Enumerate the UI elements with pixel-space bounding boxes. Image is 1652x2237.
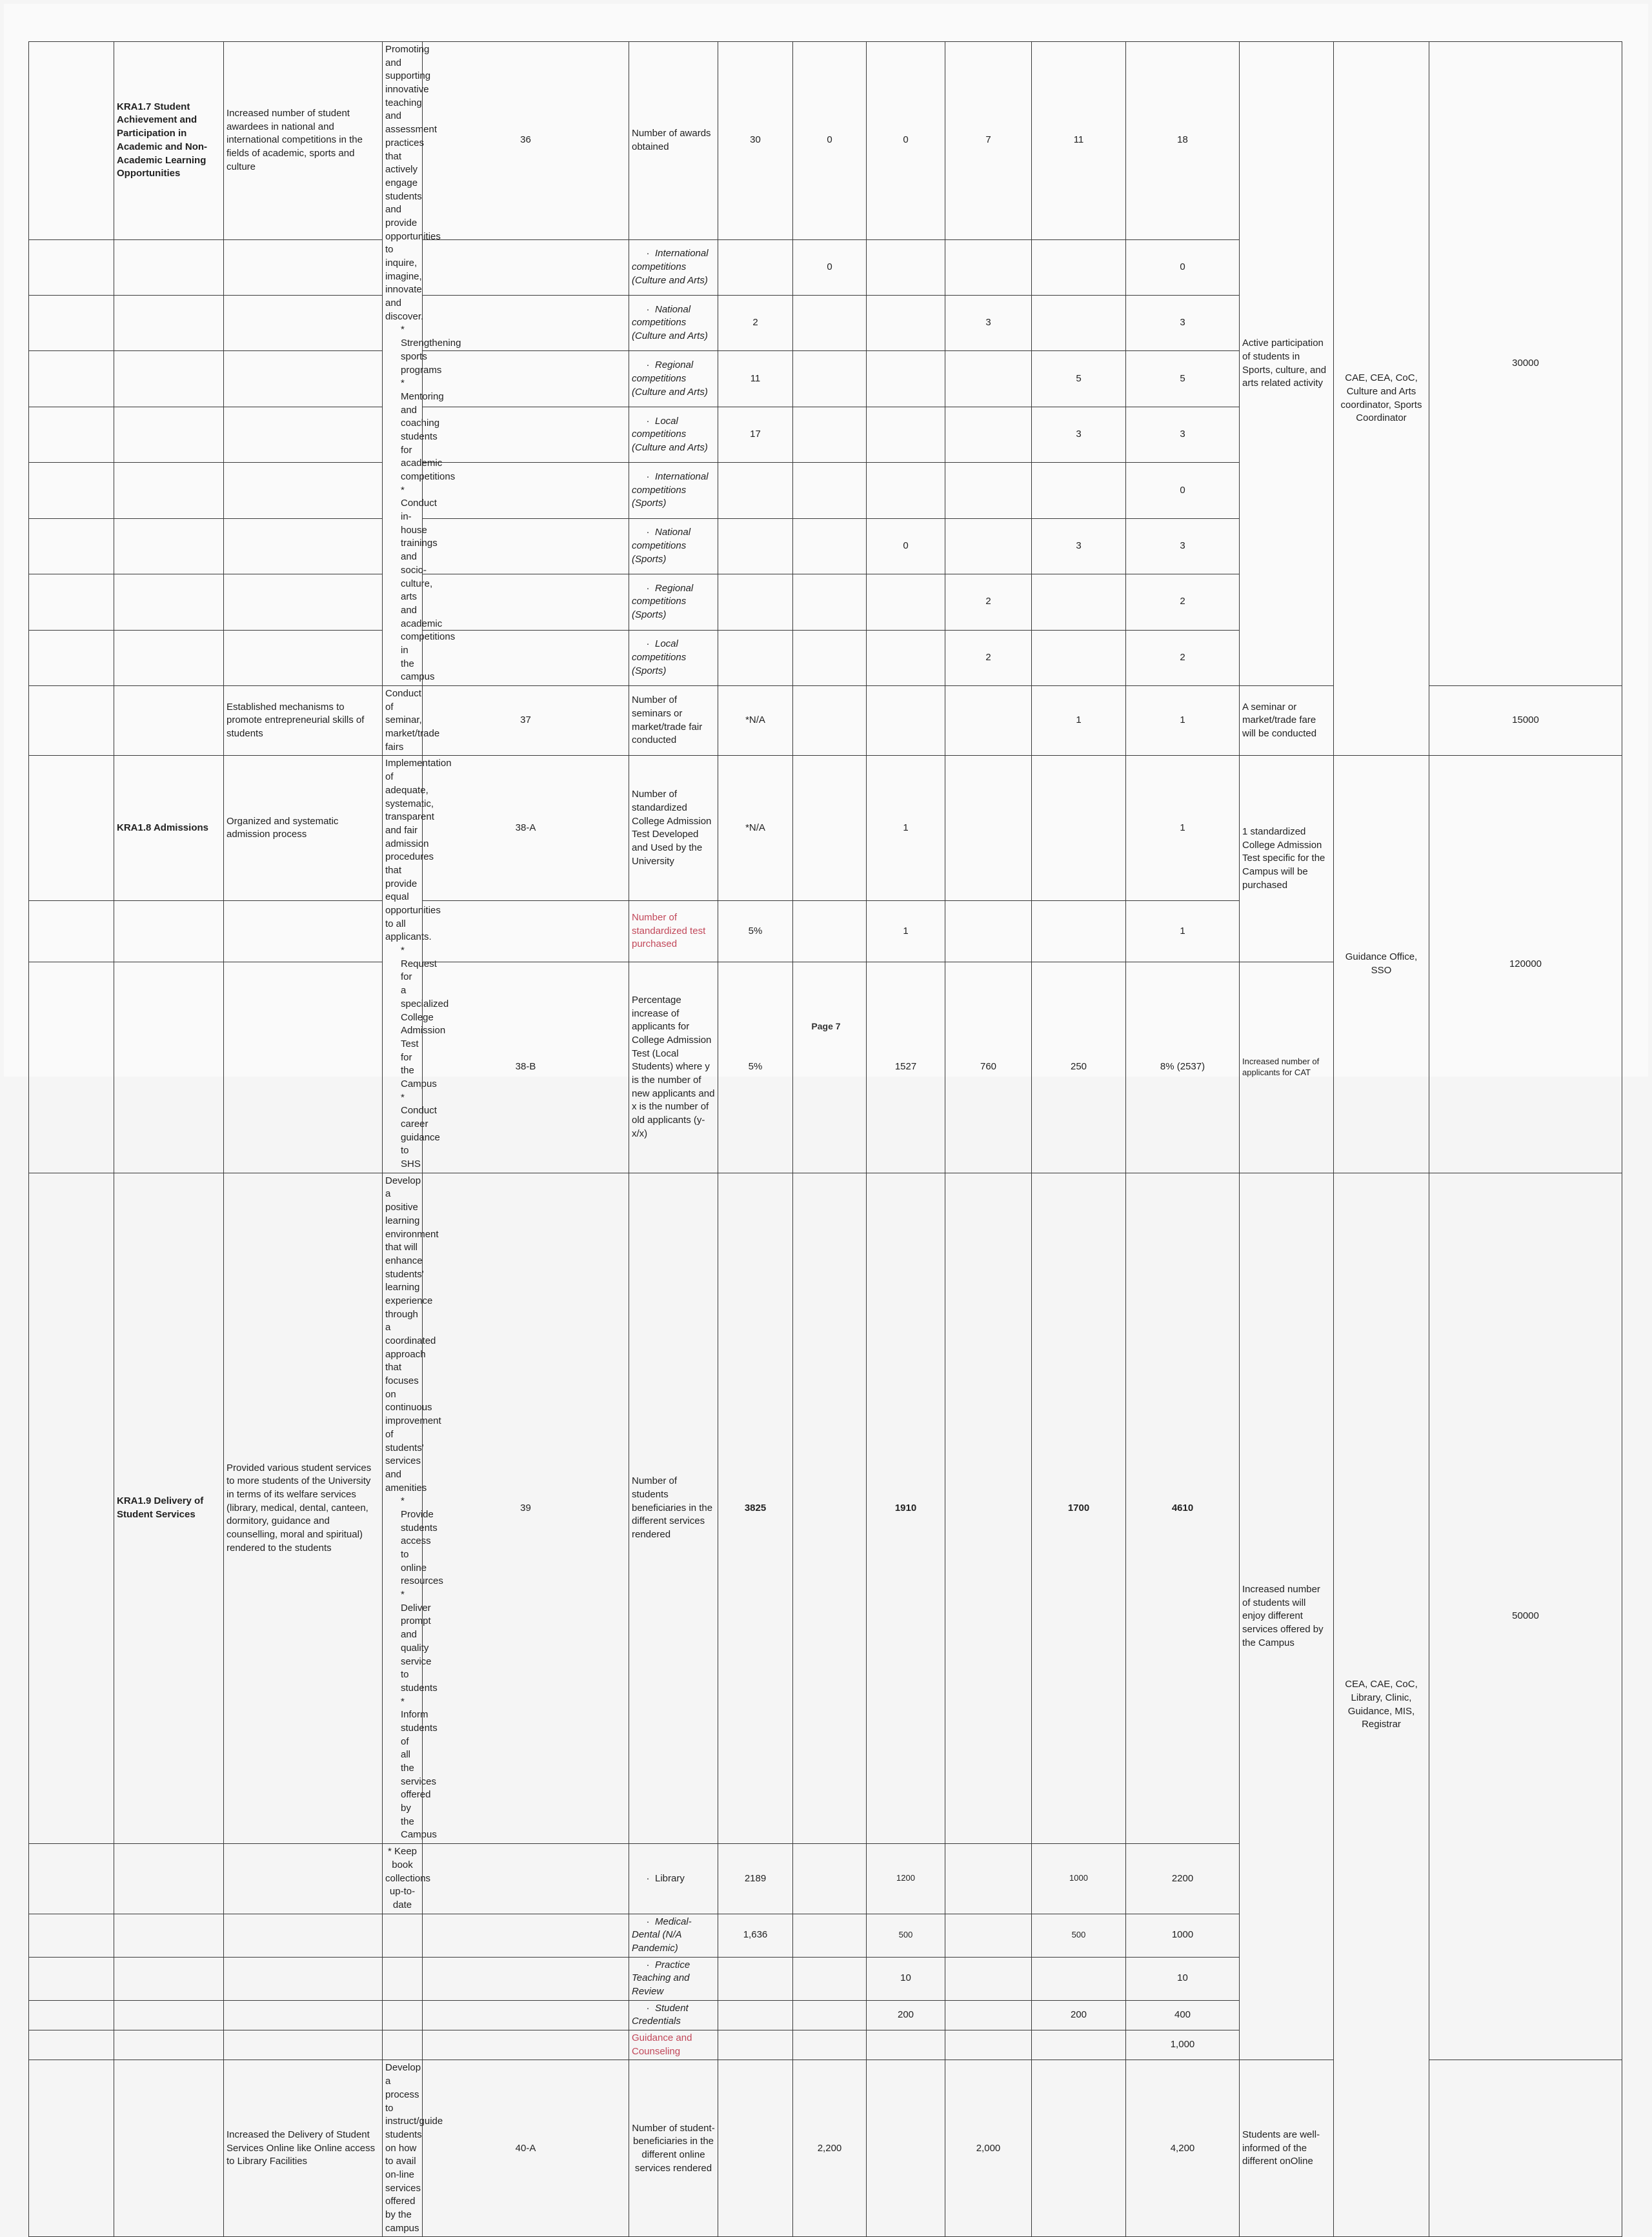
blank-cell [114,463,224,518]
indicator-cell: · Local competitions (Sports) [629,630,718,685]
blank-cell [718,239,793,295]
blank-cell [423,574,629,630]
blank-cell [29,239,114,295]
blank-cell [29,1173,114,1843]
remarks-cell: Increased number of students will enjoy different services offered by the Campus [1240,1173,1334,2060]
q3-cell: 2 [945,574,1032,630]
table-row [29,756,1622,901]
q4-cell: 200 [1032,2000,1126,2030]
blank-cell [224,1844,383,1914]
indicator-cell: · Regional competitions (Sports) [629,574,718,630]
blank-cell [945,1914,1032,1957]
blank-cell [945,1173,1032,1843]
indicator-number: 39 [423,1173,629,1843]
blank-cell [1032,630,1126,685]
q2-cell: 0 [867,518,945,574]
blank-cell [224,1957,383,2000]
blank-cell [793,901,867,962]
blank-cell [793,296,867,351]
blank-cell [867,686,945,756]
blank-cell [114,407,224,462]
strategy-bullet: * Request for a specialized College Admission Test for the Campus [401,945,449,1089]
baseline-cell: 3825 [718,1173,793,1843]
indicator-cell: · National competitions (Sports) [629,518,718,574]
blank-cell [945,407,1032,462]
strategy-bullet: * Conduct career guidance to SHS [401,1091,440,1170]
blank-cell [945,351,1032,407]
blank-cell [114,574,224,630]
baseline-cell: 5% [718,962,793,1173]
baseline-cell: 17 [718,407,793,462]
blank-cell [945,239,1032,295]
blank-cell [793,518,867,574]
blank-cell [224,574,383,630]
blank-cell [29,574,114,630]
baseline-cell: 1,636 [718,1914,793,1957]
table-row [29,1173,1622,1843]
indicator-cell: Number of seminars or market/trade fair conducted [629,686,718,756]
total-cell: 0 [1126,239,1240,295]
baseline-cell: 5% [718,901,793,962]
blank-cell [224,463,383,518]
strategy-cell [383,756,452,1173]
blank-cell [945,463,1032,518]
baseline-cell: 2 [718,296,793,351]
blank-cell [29,686,114,756]
office-cell: CEA, CAE, CoC, Library, Clinic, Guidance, MIS, Registrar [1334,1173,1429,2237]
q2-cell: 1910 [867,1173,945,1843]
indicator-cell: · Student Credentials [629,2000,718,2030]
blank-cell [867,630,945,685]
blank-cell [383,1957,423,2000]
remarks-cell: Increased number of applicants for CAT [1240,962,1334,1173]
q4-cell: 11 [1032,42,1126,240]
indicator-cell: Number of students beneficiaries in the different services rendered [629,1173,718,1843]
q3-cell: 3 [945,296,1032,351]
budget-cell: 50000 [1429,1173,1622,2060]
blank-cell [945,2000,1032,2030]
blank-cell [945,518,1032,574]
blank-cell [945,2030,1032,2060]
blank-cell [867,351,945,407]
blank-cell [224,901,383,962]
blank-cell [1032,2030,1126,2060]
strategy-text: Promoting and supporting innovative teaching and assessment practices that actively engage students and provide opportunities to inquire, imagine, innovate and discover. [385,44,441,322]
strategy-bullet: * Strengthening sports programs [401,324,461,376]
blank-cell [29,962,114,1173]
blank-cell [29,407,114,462]
indicator-cell: Guidance and Counseling [629,2030,718,2060]
blank-cell [793,2000,867,2030]
blank-cell [793,463,867,518]
blank-cell [114,1957,224,2000]
blank-cell [114,296,224,351]
blank-cell [1032,2060,1126,2237]
q4-cell: 3 [1032,407,1126,462]
outcome-cell: Organized and systematic admission process [224,756,383,901]
blank-cell [793,686,867,756]
q4-cell: 3 [1032,518,1126,574]
blank-cell [423,1957,629,2000]
blank-cell [793,1844,867,1914]
blank-cell [423,407,629,462]
blank-cell [224,407,383,462]
remarks-cell: 1 standardized College Admission Test specific for the Campus will be purchased [1240,756,1334,962]
strategy-cell: Develop a process to instruct/guide students on how to avail on-line services offered by the campus [383,2060,423,2237]
blank-cell [1032,463,1126,518]
blank-cell [793,351,867,407]
blank-cell [718,1957,793,2000]
blank-cell [718,463,793,518]
q3-cell: 760 [945,962,1032,1173]
blank-cell [793,962,867,1173]
blank-cell [423,239,629,295]
blank-cell [793,630,867,685]
strategy-bullet: * Inform students of all the services offered by the Campus [401,1695,438,1841]
budget-cell: 120000 [1429,756,1622,1173]
indicator-cell: Number of standardized College Admission Test Developed and Used by the University [629,756,718,901]
blank-cell [114,239,224,295]
blank-cell [867,463,945,518]
indicator-cell: · International competitions (Sports) [629,463,718,518]
blank-cell [29,2030,114,2060]
q1-cell: 0 [793,239,867,295]
baseline-cell: 30 [718,42,793,240]
blank-cell [114,2060,224,2237]
outcome-cell: Increased number of student awardees in national and international competitions in the fields of academic, sports and culture [224,42,383,240]
q2-cell: 1 [867,901,945,962]
total-cell: 4,200 [1126,2060,1240,2237]
budget-cell [1429,2060,1622,2237]
q2-cell: 1200 [867,1844,945,1914]
total-cell: 3 [1126,518,1240,574]
indicator-cell: · Practice Teaching and Review [629,1957,718,2000]
office-cell: CAE, CEA, CoC, Culture and Arts coordinator, Sports Coordinator [1334,42,1429,756]
blank-cell [224,296,383,351]
blank-cell [114,962,224,1173]
total-cell: 400 [1126,2000,1240,2030]
blank-cell [114,2030,224,2060]
blank-cell [423,2000,629,2030]
blank-cell [29,901,114,962]
blank-cell [224,518,383,574]
total-cell: 0 [1126,463,1240,518]
outcome-cell: Increased the Delivery of Student Services Online like Online access to Library Facilities [224,2060,383,2237]
blank-cell [29,2000,114,2030]
q3-cell: 2,000 [945,2060,1032,2237]
blank-cell [383,2000,423,2030]
indicator-number: 38-A [423,756,629,901]
total-cell: 2200 [1126,1844,1240,1914]
blank-cell [1032,296,1126,351]
blank-cell [114,2000,224,2030]
q4-cell: 500 [1032,1914,1126,1957]
blank-cell [224,630,383,685]
blank-cell [224,962,383,1173]
blank-cell [114,518,224,574]
q4-cell: 1700 [1032,1173,1126,1843]
baseline-cell: *N/A [718,756,793,901]
blank-cell [793,407,867,462]
blank-cell [114,901,224,962]
remarks-cell: A seminar or market/trade fare will be conducted [1240,686,1334,756]
indicator-cell: Number of student-beneficiaries in the different online services rendered [629,2060,718,2237]
blank-cell [29,1914,114,1957]
blank-cell [867,239,945,295]
blank-cell [423,1914,629,1957]
operational-plan-table [28,41,1622,2237]
blank-cell [1032,756,1126,901]
strategy-bullet: * Mentoring and coaching students for academic competitions [401,378,456,482]
blank-cell [29,1957,114,2000]
blank-cell [945,756,1032,901]
blank-cell [867,2060,945,2237]
blank-cell [114,686,224,756]
blank-cell [945,1957,1032,2000]
blank-cell [718,2030,793,2060]
indicator-cell: Percentage increase of applicants for College Admission Test (Local Students) where y is the number of new applicants and x is the number of old applicants (y-x/x) [629,962,718,1173]
blank-cell [114,351,224,407]
blank-cell [793,574,867,630]
total-cell: 18 [1126,42,1240,240]
blank-cell [867,296,945,351]
outcome-cell: Provided various student services to more students of the University in terms of its welfare services (library, medical, dental, canteen, dormitory, guidance and counselling, moral and spiritual) rendered to the students [224,1173,383,1843]
indicator-cell: · Medical-Dental (N/A Pandemic) [629,1914,718,1957]
q2-cell: 1 [867,756,945,901]
blank-cell [1032,239,1126,295]
q1-cell: 0 [793,42,867,240]
blank-cell [29,518,114,574]
blank-cell [114,1844,224,1914]
remarks-cell: Active participation of students in Sports, culture, and arts related activity [1240,42,1334,686]
indicator-number: 38-B [423,962,629,1173]
page-number: Page 7 [811,1021,841,1031]
baseline-cell: 11 [718,351,793,407]
blank-cell [114,630,224,685]
kra-cell: KRA1.8 Admissions [114,756,224,901]
strategy-cell [383,42,461,686]
blank-cell [29,630,114,685]
blank-cell [224,2000,383,2030]
blank-cell [383,1914,423,1957]
total-cell: 3 [1126,296,1240,351]
blank-cell [793,2030,867,2060]
blank-cell [29,351,114,407]
total-cell: 3 [1126,407,1240,462]
q3-cell: 7 [945,42,1032,240]
blank-cell [793,756,867,901]
blank-cell [867,407,945,462]
total-cell: 1,000 [1126,2030,1240,2060]
remarks-cell: Students are well-informed of the different onOline [1240,2060,1334,2237]
blank-cell [423,2030,629,2060]
total-cell: 2 [1126,630,1240,685]
blank-cell [1032,574,1126,630]
strategy-bullet: * Deliver prompt and quality service to students [401,1589,438,1694]
blank-cell [793,1914,867,1957]
blank-cell [423,351,629,407]
q4-cell: 1000 [1032,1844,1126,1914]
indicator-number: 37 [423,686,629,756]
q2-cell: 10 [867,1957,945,2000]
strategy-text: Implementation of adequate, systematic, transparent and fair admission procedures that provide equal opportunities to all applicants. [385,758,452,943]
blank-cell [224,239,383,295]
strategy-cell: * Keep book collections up-to-date [383,1844,423,1914]
strategy-cell: Conduct of seminar, market/trade fairs [383,686,423,756]
blank-cell [718,574,793,630]
table-row [29,42,1622,240]
q2-cell: 0 [867,42,945,240]
blank-cell [867,574,945,630]
blank-cell [383,2030,423,2060]
blank-cell [1032,1957,1126,2000]
blank-cell [423,518,629,574]
blank-cell [29,2060,114,2237]
blank-cell [718,630,793,685]
baseline-cell: *N/A [718,686,793,756]
strategy-cell [383,1173,443,1843]
q2-cell: 1527 [867,962,945,1173]
total-cell: 2 [1126,574,1240,630]
total-cell: 1000 [1126,1914,1240,1957]
blank-cell [945,901,1032,962]
indicator-number: 40-A [423,2060,629,2237]
indicator-number: 36 [423,42,629,240]
indicator-cell: · International competitions (Culture and Arts) [629,239,718,295]
blank-cell [224,2030,383,2060]
blank-cell [224,351,383,407]
blank-cell [793,1173,867,1843]
indicator-cell: · Library [629,1844,718,1914]
blank-cell [29,296,114,351]
indicator-cell: · Regional competitions (Culture and Arts) [629,351,718,407]
blank-cell [29,42,114,240]
total-cell: 1 [1126,756,1240,901]
budget-cell: 15000 [1429,686,1622,756]
blank-cell [29,463,114,518]
indicator-cell: Number of standardized test purchased [629,901,718,962]
q2-cell: 200 [867,2000,945,2030]
budget-cell: 30000 [1429,42,1622,686]
blank-cell [423,1844,629,1914]
q3-cell: 2 [945,630,1032,685]
strategy-text: Develop a positive learning environment that will enhance students' learning experience through a coordinated approach that focuses on continuous improvement of students' services and amenities [385,1175,441,1493]
kra-cell: KRA1.7 Student Achievement and Participation in Academic and Non-Academic Learning Opportunities [114,42,224,240]
total-cell: 10 [1126,1957,1240,2000]
blank-cell [945,686,1032,756]
baseline-cell: 2189 [718,1844,793,1914]
indicator-cell: Number of awards obtained [629,42,718,240]
blank-cell [718,518,793,574]
office-cell: Guidance Office, SSO [1334,756,1429,1173]
total-cell: 1 [1126,901,1240,962]
q4-cell: 5 [1032,351,1126,407]
blank-cell [224,1914,383,1957]
q2-cell: 500 [867,1914,945,1957]
indicator-cell: · Local competitions (Culture and Arts) [629,407,718,462]
q1-cell: 2,200 [793,2060,867,2237]
kra-cell: KRA1.9 Delivery of Student Services [114,1173,224,1843]
total-cell: 1 [1126,686,1240,756]
total-cell: 4610 [1126,1173,1240,1843]
blank-cell [29,756,114,901]
strategy-bullet: * Conduct in-house trainings and socio-culture, arts and academic competitions in the campus [401,484,456,683]
blank-cell [114,1914,224,1957]
q4-cell: 1 [1032,686,1126,756]
blank-cell [29,1844,114,1914]
blank-cell [423,901,629,962]
strategy-bullet: * Provide students access to online resources [401,1495,443,1587]
blank-cell [793,1957,867,2000]
blank-cell [718,2060,793,2237]
blank-cell [718,2000,793,2030]
q4-cell: 250 [1032,962,1126,1173]
total-cell: 8% (2537) [1126,962,1240,1173]
indicator-cell: · National competitions (Culture and Arts) [629,296,718,351]
blank-cell [1032,901,1126,962]
blank-cell [945,1844,1032,1914]
blank-cell [867,2030,945,2060]
outcome-cell: Established mechanisms to promote entrepreneurial skills of students [224,686,383,756]
total-cell: 5 [1126,351,1240,407]
